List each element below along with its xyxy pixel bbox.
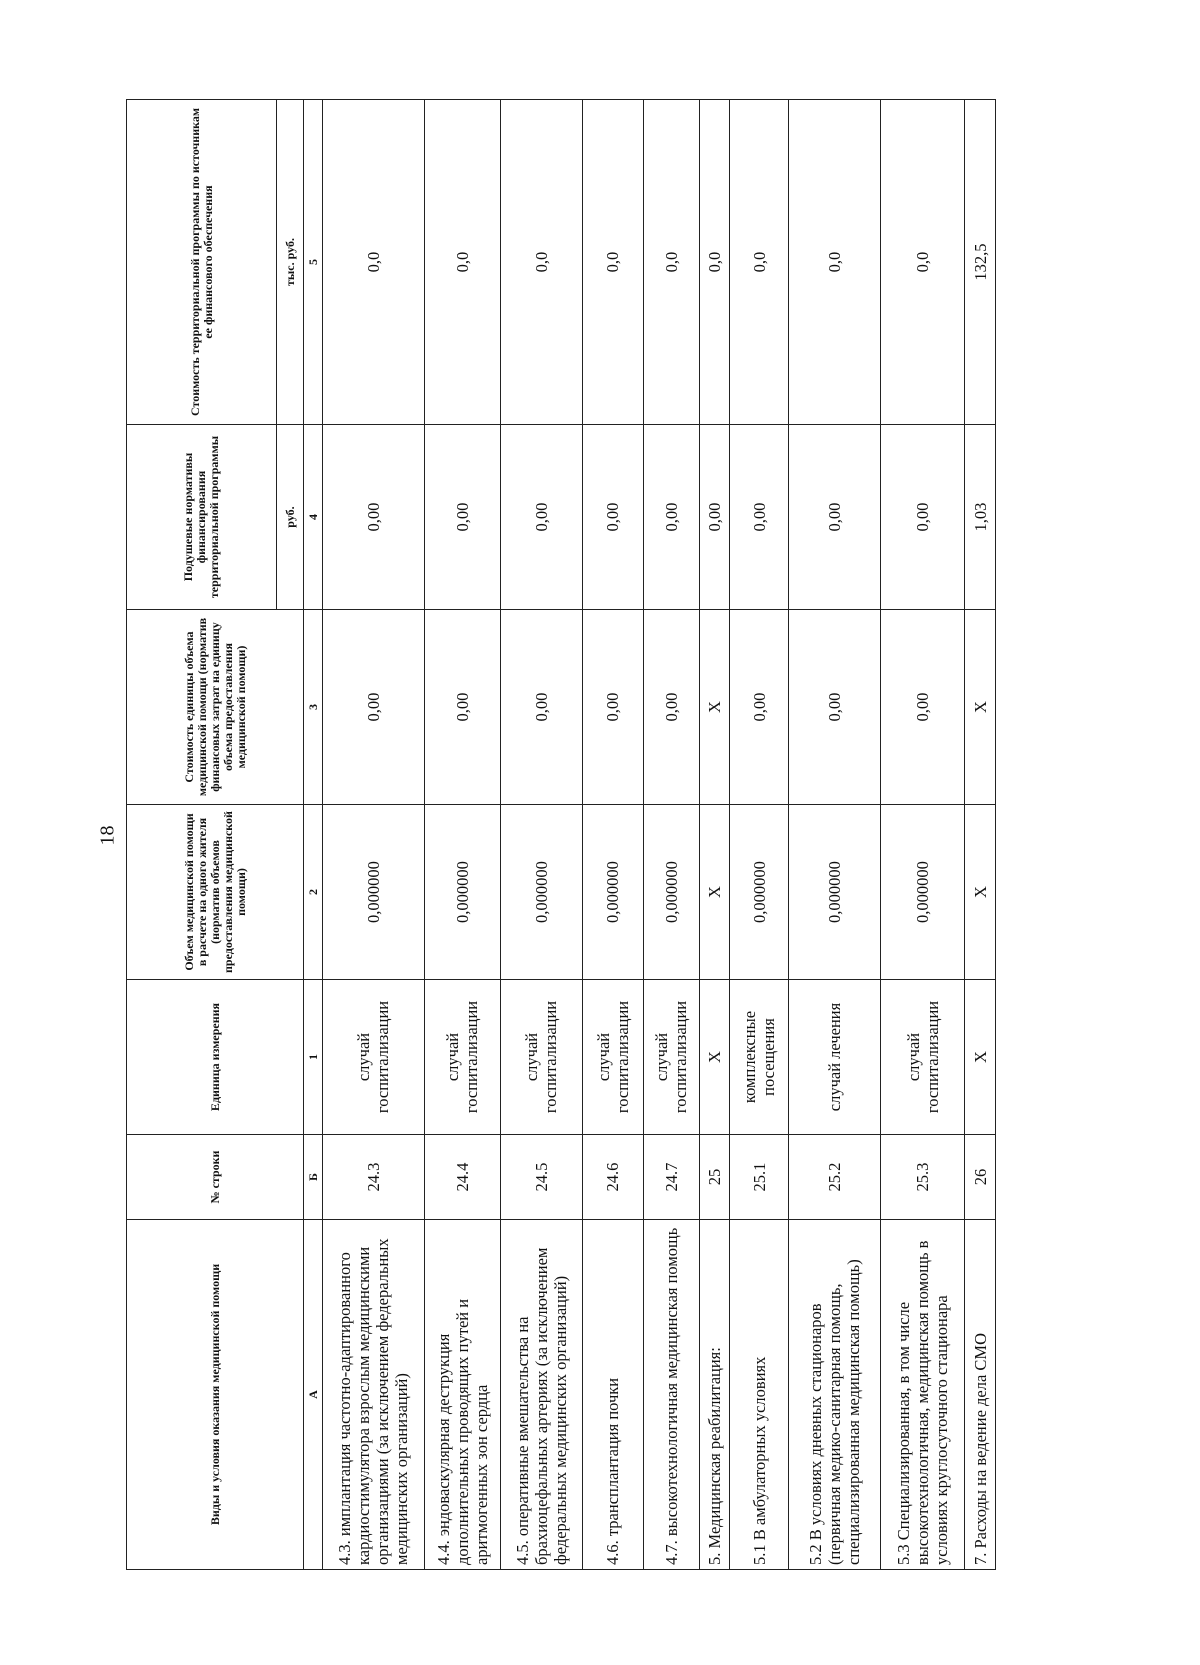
rotated-table-container	[126, 100, 996, 1570]
table-row	[965, 100, 996, 1570]
row-unit-cost: X	[965, 610, 996, 805]
row-unit-cost: 0,00	[501, 610, 582, 805]
row-line-number: 24.3	[323, 1135, 425, 1220]
row-volume: 0,000000	[643, 805, 699, 980]
row-total: 0,0	[582, 100, 643, 425]
row-unit: случай госпитализации	[643, 980, 699, 1135]
column-number: 1	[304, 980, 323, 1135]
unit-col-4: руб.	[277, 425, 304, 610]
row-unit: X	[699, 980, 730, 1135]
row-per-capita: 0,00	[643, 425, 699, 610]
row-name: 4.6. трансплантация почки	[582, 1220, 643, 1570]
header-col-5: Стоимость территориальной программы по источникам ее финансового обеспечения	[127, 100, 277, 425]
table-row	[582, 100, 643, 1570]
table-row	[424, 100, 500, 1570]
row-per-capita: 0,00	[789, 425, 881, 610]
row-total: 0,0	[501, 100, 582, 425]
row-total: 0,0	[424, 100, 500, 425]
column-number: 4	[304, 425, 323, 610]
row-per-capita: 0,00	[880, 425, 965, 610]
row-unit: случай госпитализации	[323, 980, 425, 1135]
row-volume: 0,000000	[789, 805, 881, 980]
row-unit: случай госпитализации	[582, 980, 643, 1135]
row-volume: 0,000000	[424, 805, 500, 980]
row-volume: 0,000000	[582, 805, 643, 980]
table-row	[501, 100, 582, 1570]
header-col-b: № строки	[127, 1135, 304, 1220]
table-row	[789, 100, 881, 1570]
row-unit: случай госпитализации	[424, 980, 500, 1135]
row-unit-cost: 0,00	[323, 610, 425, 805]
row-line-number: 25	[699, 1135, 730, 1220]
row-name: 5.1 В амбулаторных условиях	[730, 1220, 789, 1570]
row-name: 4.4. эндоваскулярная деструкция дополнительных проводящих путей и аритмогенных зон сердца	[424, 1220, 500, 1570]
page-number: 18	[96, 825, 119, 846]
row-name: 5.2 В условиях дневных стационаров (первичная медико-санитарная помощь, специализированная медицинская помощь)	[789, 1220, 881, 1570]
header-col-3: Стоимость единицы объема медицинской помощи (норматив финансовых затрат на единицу объема предоставления медицинской помощи)	[127, 610, 304, 805]
row-unit: случай госпитализации	[880, 980, 965, 1135]
row-per-capita: 0,00	[323, 425, 425, 610]
row-line-number: 24.5	[501, 1135, 582, 1220]
row-volume: 0,000000	[880, 805, 965, 980]
unit-col-5: тыс. руб.	[277, 100, 304, 425]
row-name: 4.5. оперативные вмешательства на брахиоцефальных артериях (за исключением федеральных медицинских организаций)	[501, 1220, 582, 1570]
column-number: 5	[304, 100, 323, 425]
row-unit-cost: 0,00	[582, 610, 643, 805]
row-volume: X	[965, 805, 996, 980]
header-col-2: Объем медицинской помощи в расчете на одного жителя (норматив объемов предоставления медицинской помощи)	[127, 805, 304, 980]
row-volume: 0,000000	[730, 805, 789, 980]
column-number: 3	[304, 610, 323, 805]
row-per-capita: 1,03	[965, 425, 996, 610]
row-unit: комплексные посещения	[730, 980, 789, 1135]
header-col-a: Виды и условия оказания медицинской помощи	[127, 1220, 304, 1570]
row-line-number: 25.2	[789, 1135, 881, 1220]
row-per-capita: 0,00	[424, 425, 500, 610]
row-unit-cost: X	[699, 610, 730, 805]
row-unit-cost: 0,00	[643, 610, 699, 805]
row-volume: 0,000000	[501, 805, 582, 980]
financing-table	[126, 99, 996, 1570]
row-line-number: 26	[965, 1135, 996, 1220]
row-unit: случай госпитализации	[501, 980, 582, 1135]
table-row	[730, 100, 789, 1570]
column-number-row	[304, 100, 323, 1570]
row-per-capita: 0,00	[699, 425, 730, 610]
row-name: 5. Медицинская реабилитация:	[699, 1220, 730, 1570]
row-unit-cost: 0,00	[424, 610, 500, 805]
row-per-capita: 0,00	[582, 425, 643, 610]
row-unit-cost: 0,00	[880, 610, 965, 805]
row-unit: случай лечения	[789, 980, 881, 1135]
table-row	[643, 100, 699, 1570]
row-total: 0,0	[643, 100, 699, 425]
row-line-number: 24.4	[424, 1135, 500, 1220]
row-total: 0,0	[699, 100, 730, 425]
column-number: 2	[304, 805, 323, 980]
row-volume: 0,000000	[323, 805, 425, 980]
row-per-capita: 0,00	[730, 425, 789, 610]
row-unit: X	[965, 980, 996, 1135]
row-total: 0,0	[880, 100, 965, 425]
table-row	[323, 100, 425, 1570]
row-name: 7. Расходы на ведение дела СМО	[965, 1220, 996, 1570]
column-number: Б	[304, 1135, 323, 1220]
row-total: 0,0	[730, 100, 789, 425]
row-unit-cost: 0,00	[730, 610, 789, 805]
row-line-number: 24.7	[643, 1135, 699, 1220]
row-line-number: 25.1	[730, 1135, 789, 1220]
table-row	[880, 100, 965, 1570]
row-total: 132,5	[965, 100, 996, 425]
row-name: 4.3. имплантация частотно-адаптированного кардиостимулятора взрослым медицинскими организациями (за исключением федеральных медицинских организаций)	[323, 1220, 425, 1570]
row-total: 0,0	[789, 100, 881, 425]
column-number: А	[304, 1220, 323, 1570]
table-row	[699, 100, 730, 1570]
row-unit-cost: 0,00	[789, 610, 881, 805]
row-line-number: 25.3	[880, 1135, 965, 1220]
header-col-4: Подушевые нормативы финансирования территориальной программы	[127, 425, 277, 610]
row-name: 5.3 Специализированная, в том числе высокотехнологичная, медицинская помощь в условиях круглосуточного стационара	[880, 1220, 965, 1570]
header-col-1: Единица измерения	[127, 980, 304, 1135]
row-volume: X	[699, 805, 730, 980]
row-total: 0,0	[323, 100, 425, 425]
row-name: 4.7. высокотехнологичная медицинская помощь	[643, 1220, 699, 1570]
row-per-capita: 0,00	[501, 425, 582, 610]
row-line-number: 24.6	[582, 1135, 643, 1220]
